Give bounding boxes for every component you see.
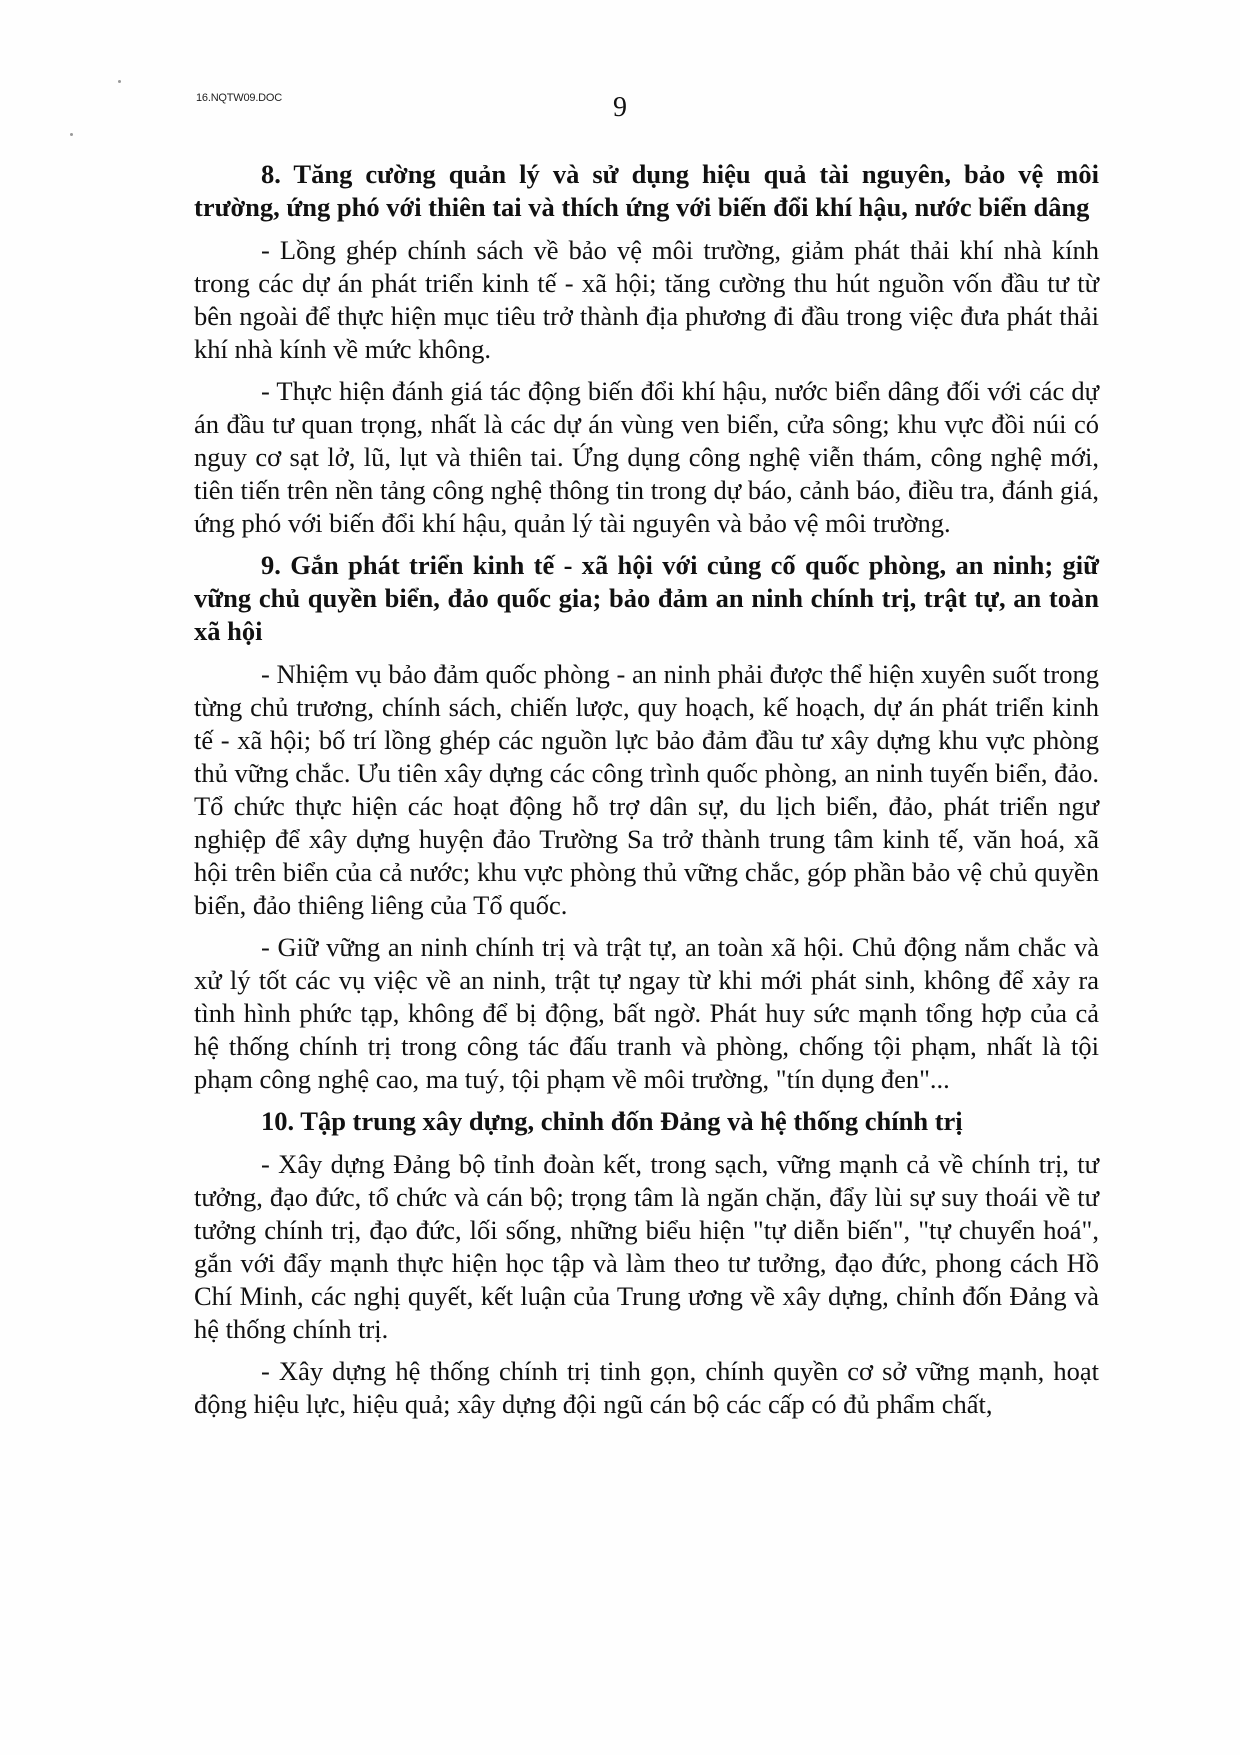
section-8-paragraph-2: - Thực hiện đánh giá tác động biến đổi khí hậu, nước biển dâng đối với các dự án đầu tư quan trọng, nhất là các dự án vùng ven biển, cửa sông; khu vực đồi núi có nguy cơ sạt lở, lũ, lụt và thiên tai. Ứng dụng công nghệ viễn thám, công nghệ mới, tiên tiến trên nền tảng công nghệ thông tin trong dự báo, cảnh báo, điều tra, đánh giá, ứng phó với biến đổi khí hậu, quản lý tài nguyên và bảo vệ môi trường.: [194, 376, 1099, 538]
file-tag: 16.NQTW09.DOC: [196, 92, 283, 104]
section-10-heading: 10. Tập trung xây dựng, chỉnh đốn Đảng và hệ thống chính trị: [261, 1106, 963, 1136]
document-body: [194, 158, 1099, 1430]
section-10-paragraph-2: - Xây dựng hệ thống chính trị tinh gọn, chính quyền cơ sở vững mạnh, hoạt động hiệu lực, hiệu quả; xây dựng đội ngũ cán bộ các cấp có đủ phẩm chất,: [194, 1356, 1099, 1419]
scan-speck: [118, 80, 121, 83]
scan-speck: [70, 133, 73, 136]
section-10-paragraph-1: - Xây dựng Đảng bộ tỉnh đoàn kết, trong sạch, vững mạnh cả về chính trị, tư tưởng, đạo đức, tổ chức và cán bộ; trọng tâm là ngăn chặn, đẩy lùi sự suy thoái về tư tưởng chính trị, đạo đức, lối sống, những biểu hiện "tự diễn biến", "tự chuyển hoá", gắn với đẩy mạnh thực hiện học tập và làm theo tư tưởng, đạo đức, phong cách Hồ Chí Minh, các nghị quyết, kết luận của Trung ương về xây dựng, chỉnh đốn Đảng và hệ thống chính trị.: [194, 1149, 1099, 1344]
section-8-heading: 8. Tăng cường quản lý và sử dụng hiệu quả tài nguyên, bảo vệ môi trường, ứng phó với thiên tai và thích ứng với biến đổi khí hậu, nước biển dâng: [194, 159, 1099, 222]
section-9-paragraph-1: - Nhiệm vụ bảo đảm quốc phòng - an ninh phải được thể hiện xuyên suốt trong từng chủ trương, chính sách, chiến lược, quy hoạch, kế hoạch, dự án phát triển kinh tế - xã hội; bố trí lồng ghép các nguồn lực bảo đảm đầu tư xây dựng khu vực phòng thủ vững chắc. Ưu tiên xây dựng các công trình quốc phòng, an ninh tuyến biển, đảo. Tổ chức thực hiện các hoạt động hỗ trợ dân sự, du lịch biển, đảo, phát triển ngư nghiệp để xây dựng huyện đảo Trường Sa trở thành trung tâm kinh tế, văn hoá, xã hội trên biển của cả nước; khu vực phòng thủ vững chắc, góp phần bảo vệ chủ quyền biển, đảo thiêng liêng của Tổ quốc.: [194, 659, 1099, 920]
section-9-heading: 9. Gắn phát triển kinh tế - xã hội với củng cố quốc phòng, an ninh; giữ vững chủ quyền biển, đảo quốc gia; bảo đảm an ninh chính trị, trật tự, an toàn xã hội: [194, 550, 1099, 646]
page-number: 9: [613, 92, 627, 123]
section-9-paragraph-2: - Giữ vững an ninh chính trị và trật tự, an toàn xã hội. Chủ động nắm chắc và xử lý tốt các vụ việc về an ninh, trật tự ngay từ khi mới phát sinh, không để xảy ra tình hình phức tạp, không để bị động, bất ngờ. Phát huy sức mạnh tổng hợp của cả hệ thống chính trị trong công tác đấu tranh và phòng, chống tội phạm, nhất là tội phạm công nghệ cao, ma tuý, tội phạm về môi trường, "tín dụng đen"...: [194, 932, 1099, 1094]
section-8-paragraph-1: - Lồng ghép chính sách về bảo vệ môi trường, giảm phát thải khí nhà kính trong các dự án phát triển kinh tế - xã hội; tăng cường thu hút nguồn vốn đầu tư từ bên ngoài để thực hiện mục tiêu trở thành địa phương đi đầu trong việc đưa phát thải khí nhà kính về mức không.: [194, 235, 1099, 364]
